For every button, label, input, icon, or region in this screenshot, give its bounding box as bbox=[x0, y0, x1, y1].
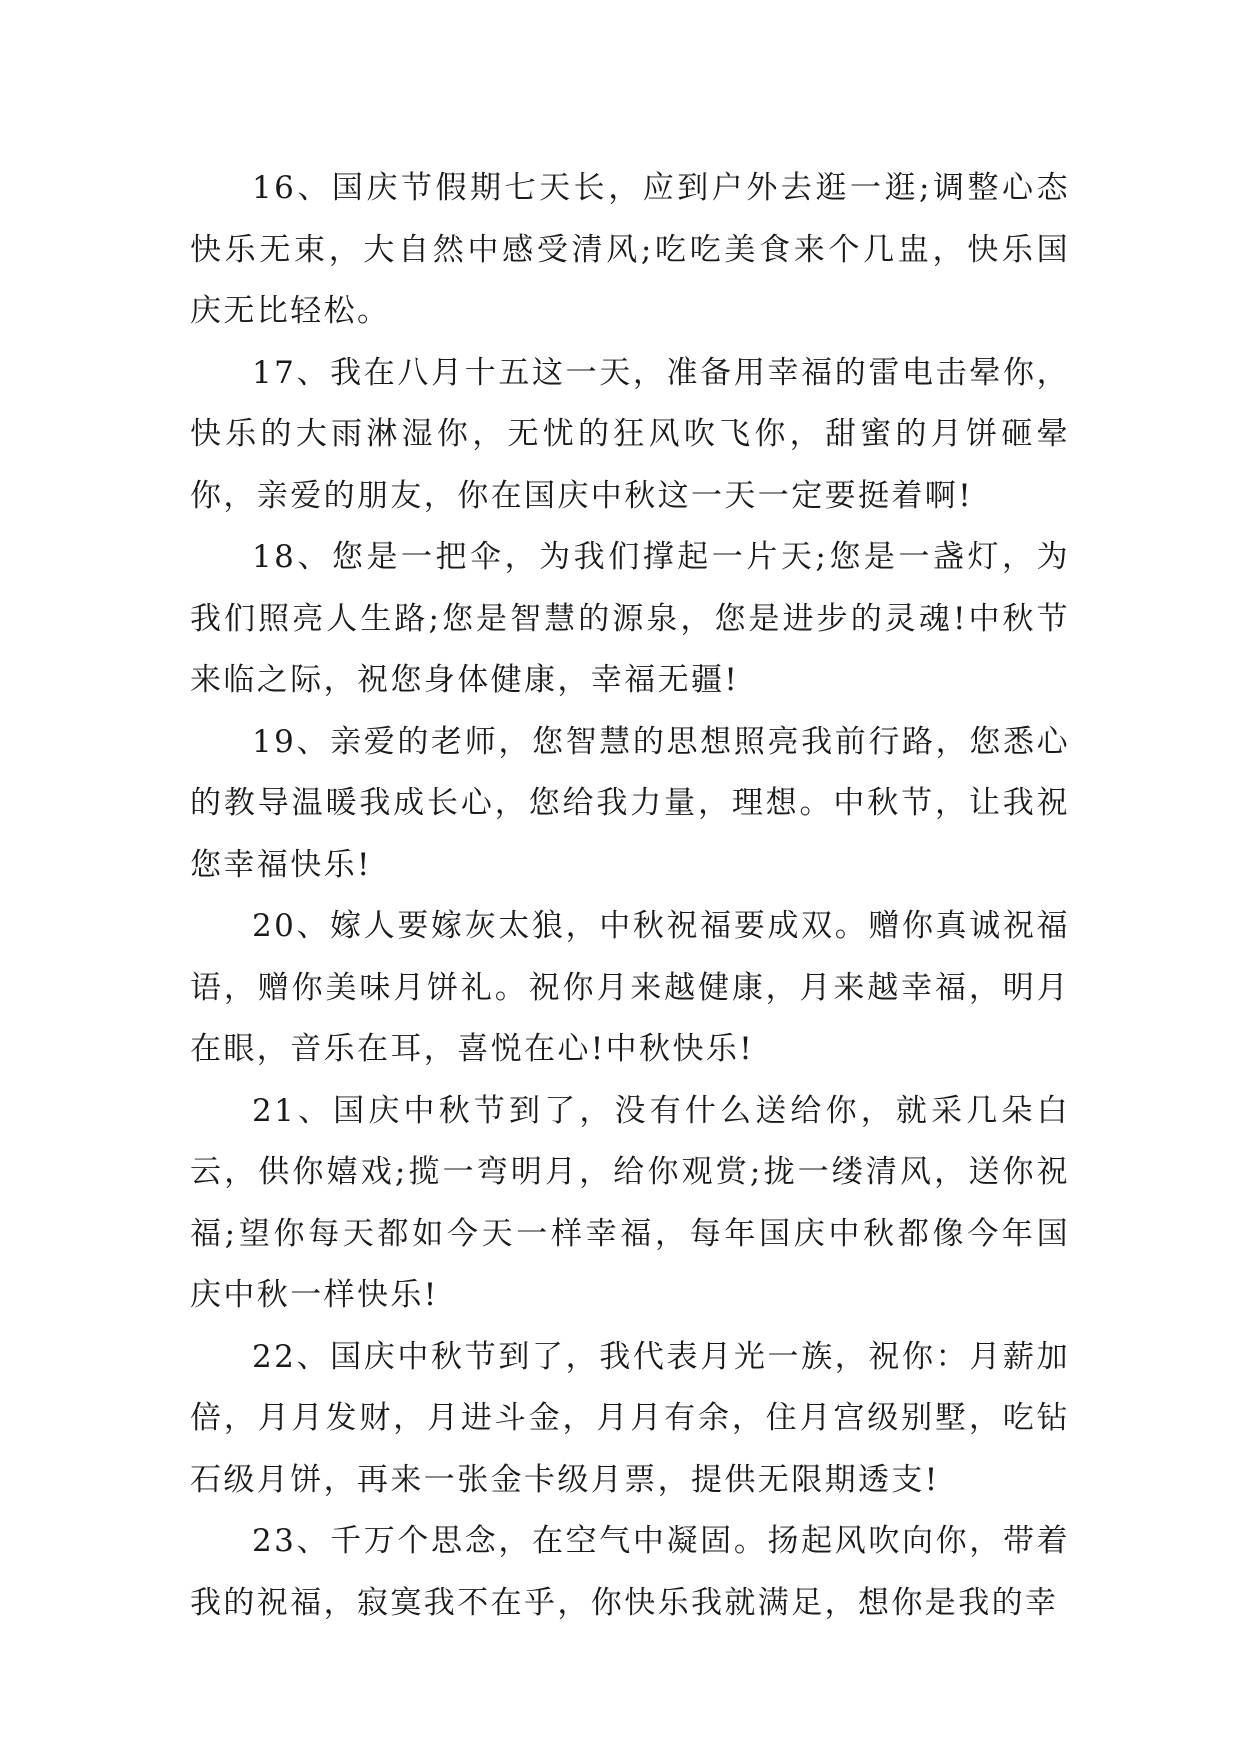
paragraph-21: 21、国庆中秋节到了，没有什么送给你，就采几朵白云，供你嬉戏;揽一弯明月，给你观赏;拢一缕清风，送你祝福;望你每天都如今天一样幸福，每年国庆中秋都像今年国庆中秋一样快乐! bbox=[190, 1092, 1070, 1313]
paragraph-16: 16、国庆节假期七天长，应到户外去逛一逛;调整心态快乐无束，大自然中感受清风;吃吃美食来个几盅，快乐国庆无比轻松。 bbox=[190, 170, 1070, 329]
paragraph-18: 18、您是一把伞，为我们撑起一片天;您是一盏灯，为我们照亮人生路;您是智慧的源泉，您是进步的灵魂!中秋节来临之际，祝您身体健康，幸福无疆! bbox=[190, 539, 1070, 698]
paragraph-22: 22、国庆中秋节到了，我代表月光一族，祝你：月薪加倍，月月发财，月进斗金，月月有余，住月宫级别墅，吃钻石级月饼，再来一张金卡级月票，提供无限期透支! bbox=[190, 1338, 1070, 1498]
paragraph-17: 17、我在八月十五这一天，准备用幸福的雷电击晕你，快乐的大雨淋湿你，无忧的狂风吹飞你，甜蜜的月饼砸晕你，亲爱的朋友，你在国庆中秋这一天一定要挺着啊! bbox=[190, 354, 1070, 514]
paragraph-19: 19、亲爱的老师，您智慧的思想照亮我前行路，您悉心的教导温暖我成长心，您给我力量，理想。中秋节，让我祝您幸福快乐! bbox=[190, 723, 1070, 883]
paragraph-20: 20、嫁人要嫁灰太狼，中秋祝福要成双。赠你真诚祝福语，赠你美味月饼礼。祝你月来越健康，月来越幸福，明月在眼，音乐在耳，喜悦在心!中秋快乐! bbox=[190, 908, 1070, 1067]
document-body bbox=[190, 158, 1070, 1634]
paragraph-23: 23、千万个思念，在空气中凝固。扬起风吹向你，带着我的祝福，寂寞我不在乎，你快乐我就满足，想你是我的幸 bbox=[190, 1523, 1070, 1621]
